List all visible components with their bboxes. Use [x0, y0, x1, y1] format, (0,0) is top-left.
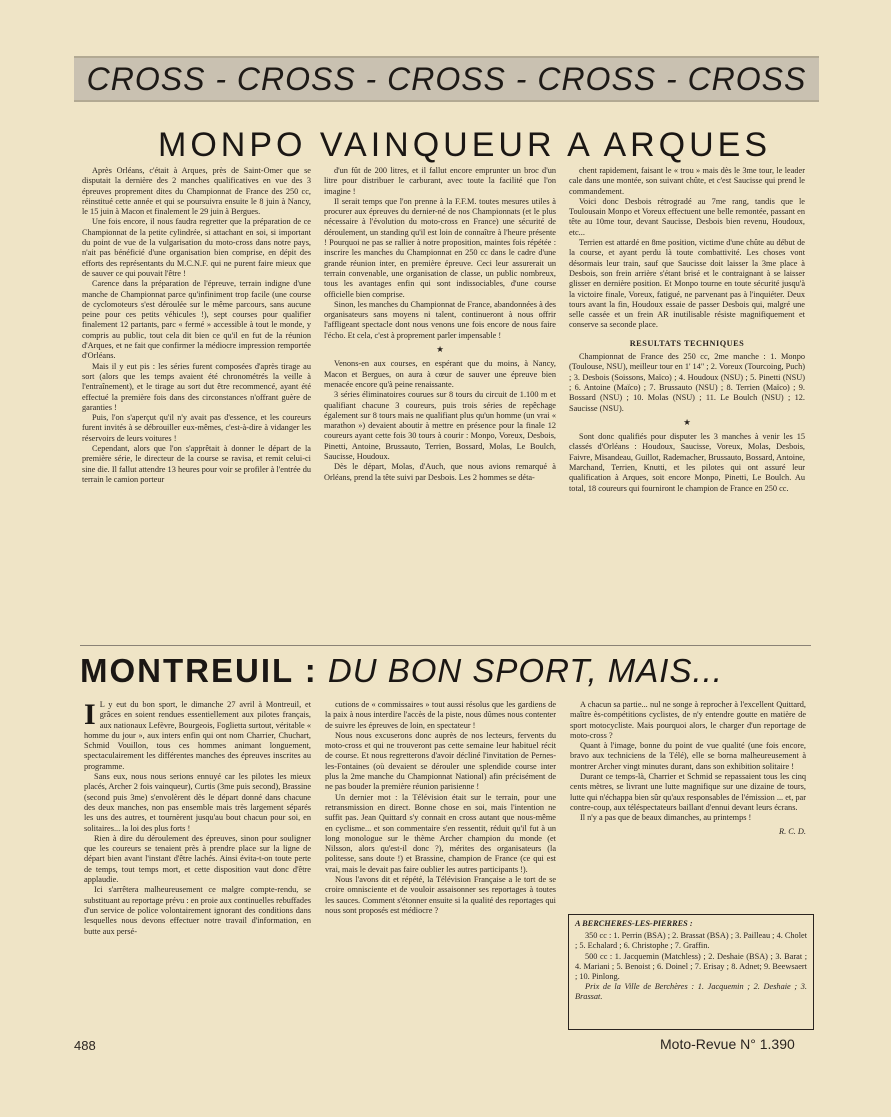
journal-name: Moto-Revue N° 1.390	[660, 1036, 795, 1052]
paragraph: Sont donc qualifiés pour disputer les 3 manches à venir les 15 classés d'Orléans : Houdoux, Saucisse, Voreux, Molas, Desbois, Faivre, Misandeau, Guillot, Rademacher, Brussauto, Bossard, Antoine, Marchand, Terrien, Knutti, et les pilotes qui ont assuré leur qualification à Arques, soit encore Monpo, Pinetti, Le Boulch. Au total, 18 coureurs qui fourniront le champion de France en 250 cc.	[569, 432, 805, 493]
results-box	[568, 914, 814, 1030]
paragraph: Il n'y a pas que de beaux dimanches, au printemps !	[580, 813, 752, 823]
paragraph: Quant à l'image, bonne du point de vue qualité (une fois encore, bravo aux techniciens de la Télé), elle se borna malheureusement à montrer Archer vingt minutes durant, dans son exhibition solitaire !	[570, 741, 806, 771]
paragraph: Rien à dire du déroulement des épreuves, sinon pour souligner que les coureurs se tenaient près à prendre place sur la ligne de départ bien avant l'instant d'être lachés. Ainsi évita-t-on toute perte de temps, tout temps mort, et cette disposition vaut donc d'être applaudie.	[84, 833, 311, 885]
article1-column-3	[569, 166, 805, 641]
author-signature: R. C. D.	[779, 826, 806, 836]
paragraph: Sans eux, nous nous serions ennuyé car les pilotes les mieux placés, Archer 2 fois vainqueur), Curtis (3me puis second), Brassine (second puis 3me) s'envolèrent dès le départ donné dans chacune des deux manches, non pas ensemble mais très largement séparés les uns des autres, et tournèrent jusqu'au bout chacun pour soi, en solitaires... la loi des plus forts !	[84, 772, 311, 833]
paragraph: Cependant, alors que l'on s'apprêtait à donner le départ de la première série, le directeur de la course se ravisa, et remit celui-ci sine die. Il fallut attendre 13 heures pour voir se profiler à l'entrée du terrain le camion porteur	[82, 444, 311, 484]
paragraph: Il serait temps que l'on prenne à la F.F.M. toutes mesures utiles à procurer aux épreuves du dernier-né de nos Championnats (et le plus nécessaire à l'évolution du moto-cross en France) une sécurité de déroulement, un standing qu'il est loin de connaître à l'heure présente ! Pourquoi ne pas se rallier à notre proposition, maintes fois répétée : inscrire les manches du Championnat en 250 cc dans le cadre d'une grande réunion inter, en première épreuve. Ceci leur assurerait un terrain convenable, une organisation de classe, un public nombreux, tous les avantages enfin qui sont indissociables, d'une course officielle bien comprise.	[324, 196, 556, 299]
results-box-title: A BERCHERES-LES-PIERRES :	[575, 919, 693, 928]
results-heading: RESULTATS TECHNIQUES	[629, 338, 745, 348]
paragraph: Sinon, les manches du Championnat de France, abandonnées à des organisateurs sans moyens ni talent, continueront à nous offrir l'affligeant spectacle dont nous venons une fois encore de nous faire l'écho. Et cela, c'est à proprement parler impensable !	[324, 299, 556, 340]
star-separator: ★	[436, 345, 444, 355]
paragraph: Un dernier mot : la Télévision était sur le terrain, pour une retransmission en direct. Bonne chose en soi, mais l'intention ne suffit pas. Jean Quittard s'y connait en cross autant que nous-même en cyclisme... et son commentaire s'en ressentit, réduit qu'il fut à un long monologue sur le thème Archer champion du monde (et Nilsson, alors qu'est-il donc ?), mérites des organisateurs (la politesse, sans doute !) et Brassine, champion de France (ce qui est vrai, mais le devait pas faire oublier les autres participants !).	[325, 792, 556, 874]
paragraph: d'un fût de 200 litres, et il fallut encore emprunter un broc d'un litre pour distribuer le carburant, avec toute la facilité que l'on imagine !	[324, 166, 556, 196]
paragraph: chent rapidement, faisant le « trou » mais dès le 3me tour, le leader cale dans une montée, son suivant chûte, et c'est Saucisse qui prend le commandement.	[569, 166, 805, 196]
paragraph: cutions de « commissaires » tout aussi résolus que les gardiens de la paix à nous interdire l'accès de la piste, nous dûmes nous contenter de suivre les épreuves de loin, en spectateur !	[325, 700, 556, 730]
article2-column-2	[325, 700, 556, 1045]
results-line: 350 cc : 1. Perrin (BSA) ; 2. Brassat (BSA) ; 3. Pailleau ; 4. Cholet ; 5. Echalard ; 6. Christophe ; 7. Graffin.	[575, 931, 807, 951]
section-divider	[80, 645, 811, 646]
page-number: 488	[74, 1038, 96, 1053]
paragraph: Nous l'avons dit et répété, la Télévision Française a le tort de se croire omnisciente et de vouloir assaisonner ses reportages à toutes les sauces. Comment s'étonner ensuite si la qualité des reportages qui nous sont proposés est médiocre ?	[325, 875, 556, 915]
article2-column-1	[84, 700, 311, 1045]
paragraph: Carence dans la préparation de l'épreuve, terrain indigne d'une manche de Championnat parce qu'infiniment trop facile (une course de cyclomoteurs s'est déroulée sur le même parcours, sans aucune peine pour ces petits véhicules !), sept courses pour qualifier finalement 12 partants, parc « fermé » accessible à tout le monde, y compris au public, tout cela dit bien ce qu'il en fut de la réunion d'Arques, et ne fait que confirmer la médiocre impression remportée d'Orléans.	[82, 279, 311, 361]
results-line: Prix de la Ville de Berchères : 1. Jacquemin ; 2. Deshaie ; 3. Brassat.	[575, 982, 807, 1002]
article1-column-1	[82, 166, 311, 641]
article1-title: MONPO VAINQUEUR A ARQUES	[158, 126, 772, 164]
article2-title	[80, 652, 820, 690]
paragraph: Mais il y eut pis : les séries furent composées d'après tirage au sort (alors que les temps avaient été chronométrés la veille à l'entraînement), et le tirage au sort dut être recommencé, ayant été effectué la première fois dans des circonstances n'offrant guère de garanties !	[82, 361, 311, 412]
star-separator: ★	[683, 417, 691, 427]
paragraph: A chacun sa partie... nul ne songe à reprocher à l'excellent Quittard, maître ès-compétitions cyclistes, de n'y entendre goutte en matière de sport motocycliste. Mais pourquoi alors, le charger d'un reportage de moto-cross ?	[570, 700, 806, 740]
paragraph-text: L y eut du bon sport, le dimanche 27 avril à Montreuil, et grâces en soient rendues essentiellement aux pilotes français, aux nationaux Lefèvre, Bourgeois, Foglietta surtout, véritable « homme du jour », aux inters enfin qui ont nom Charrier, Chuchart, Schmid Vouillon, tous ces hommes animant longuement, spectaculairement les différentes manches des épreuves inscrites au programme.	[84, 700, 311, 771]
results-line: 500 cc : 1. Jacquemin (Matchless) ; 2. Deshaie (BSA) ; 3. Barat ; 4. Mariani ; 5. Benoist ; 6. Doinel ; 7. Erisay ; 8. Adnet; 9. Beewsaert ; 10. Pinlong.	[575, 951, 807, 982]
paragraph: Puis, l'on s'aperçut qu'il n'y avait pas d'essence, et les coureurs furent invités à se débrouiller eux-mêmes, c'est-à-dire à vidanger les réservoirs de leurs voitures !	[82, 413, 311, 443]
paragraph	[84, 700, 311, 772]
article2-title-bold: MONTREUIL :	[80, 652, 318, 689]
paragraph: Une fois encore, il nous faudra regretter que la préparation de ce Championnat de la petite cylindrée, si attachant en soi, si important du point de vue de la vulgarisation du moto-cross dans notre pays, n'ait pas bénéficié d'une organisation bien comprise, en dépit des efforts des représentants du M.C.N.F. qui ne purent faire mieux que de sauver ce qui pouvait l'être !	[82, 217, 311, 278]
paragraph: Durant ce temps-là, Charrier et Schmid se repassaient tous les cinq cents mètres, se livrant une lutte magnifique sur une dizaine de tours, lutte qui n'échappa bien sûr qu'aux responsables de l'émission ... et, par contre-coup, aux téléspectateurs baillant d'ennui devant leurs écrans.	[570, 772, 806, 812]
section-banner: CROSS - CROSS - CROSS - CROSS - CROSS	[74, 56, 819, 102]
results-paragraph: Championnat de France des 250 cc, 2me manche : 1. Monpo (Toulouse, NSU), meilleur tour en 1' 14" ; 2. Voreux (Tourcoing, Puch) ; 3. Desbois (Soissons, Maïco) ; 4. Houdoux (NSU) ; 5. Pinetti (NSU) ; 6. Antoine (Maïco) ; 7. Brussauto (NSU) ; 8. Terrien (Maïco) ; 9. Bossard (NSU) ; 10. Molas (NSU) ; 11. Le Boulch (NSU) ; 12. Saucisse (NSU).	[569, 352, 805, 413]
paragraph: Terrien est attardé en 8me position, victime d'une chûte au début de la course, et ayant perdu là toute combattivité. Les choses vont désormais leur train, sauf que Saucisse doit laisser la 3me place à Desbois, son frein arrière s'étant brisé et le contraignant à se laisser glisser en dernière position. Et Monpo tourne en toute sécurité jusqu'à la victoire finale, Voreux, fatigué, ne parvenant pas à l'inquiéter. Deux tours avant la fin, Houdoux essaie de passer Desbois qui, malgré une selle cassée et un frein AR inutilisable résiste magnifiquement et conserve sa seconde place.	[569, 238, 805, 330]
article1-column-2	[324, 166, 556, 641]
paragraph: Voici donc Desbois rétrogradé au 7me rang, tandis que le Toulousain Monpo et Voreux effectuent une belle remontée, passant en tête au 10me tour, devant Saucisse, Desbois bien revenu, Houdoux, etc...	[569, 196, 805, 237]
drop-cap: I	[84, 700, 96, 731]
paragraph: 3 séries éliminatoires courues sur 8 tours du circuit de 1.100 m et qualifiant chacune 3 coureurs, puis trois séries de repêchage également sur 8 tours mais ne qualifiant plus qu'un homme (un vrai « marathon ») devaient aboutir à mettre en présence pour la finale 12 coureurs ayant cette fois 30 tours à courir : Monpo, Voreux, Desbois, Pinetti, Antoine, Brussauto, Terrien, Bossard, Molas, Le Boulch, Saucisse, Houdoux.	[324, 390, 556, 462]
paragraph: Après Orléans, c'était à Arques, près de Saint-Omer que se disputait la dernière des 2 manches qualificatives en vue des 3 épreuves proprement dites du Championnat de France des 250 cc, réinstitué cette année et qui se poursuivra ensuite le 8 juin à Nancy, le 15 juin à Macon et finalement le 29 juin à Bergues.	[82, 166, 311, 217]
article2-column-3	[570, 700, 806, 910]
paragraph: Venons-en aux courses, en espérant que du moins, à Nancy, Macon et Bergues, on aura à cœur de sauver une épreuve bien menacée encore qu'à peine renaissante.	[324, 359, 556, 389]
paragraph: Ici s'arrêtera malheureusement ce malgre compte-rendu, se substituant au reportage prévu : en proie aux continuelles rebuffades d'un service de police volontairement ignorant des conditions dans lesquelles nous devons effectuer notre travail d'information, en butte aux persé-	[84, 885, 311, 936]
paragraph: Nous nous excuserons donc auprès de nos lecteurs, fervents du moto-cross et qui ne trouveront pas cette semaine leur habituel récit de course. Et nous regretterons d'avoir décliné l'invitation de Pernes-les-Fontaines (où devaient se dérouler une splendide course inter plus la 2me manche du Championnat National) afin précisément de ne pas bouder la première réunion parisienne !	[325, 730, 556, 792]
paragraph: Dès le départ, Molas, d'Auch, que nous avions remarqué à Orléans, prend la tête suivi par Desbois. Les 2 hommes se déta-	[324, 462, 556, 482]
article2-title-italic: DU BON SPORT, MAIS...	[327, 652, 723, 689]
